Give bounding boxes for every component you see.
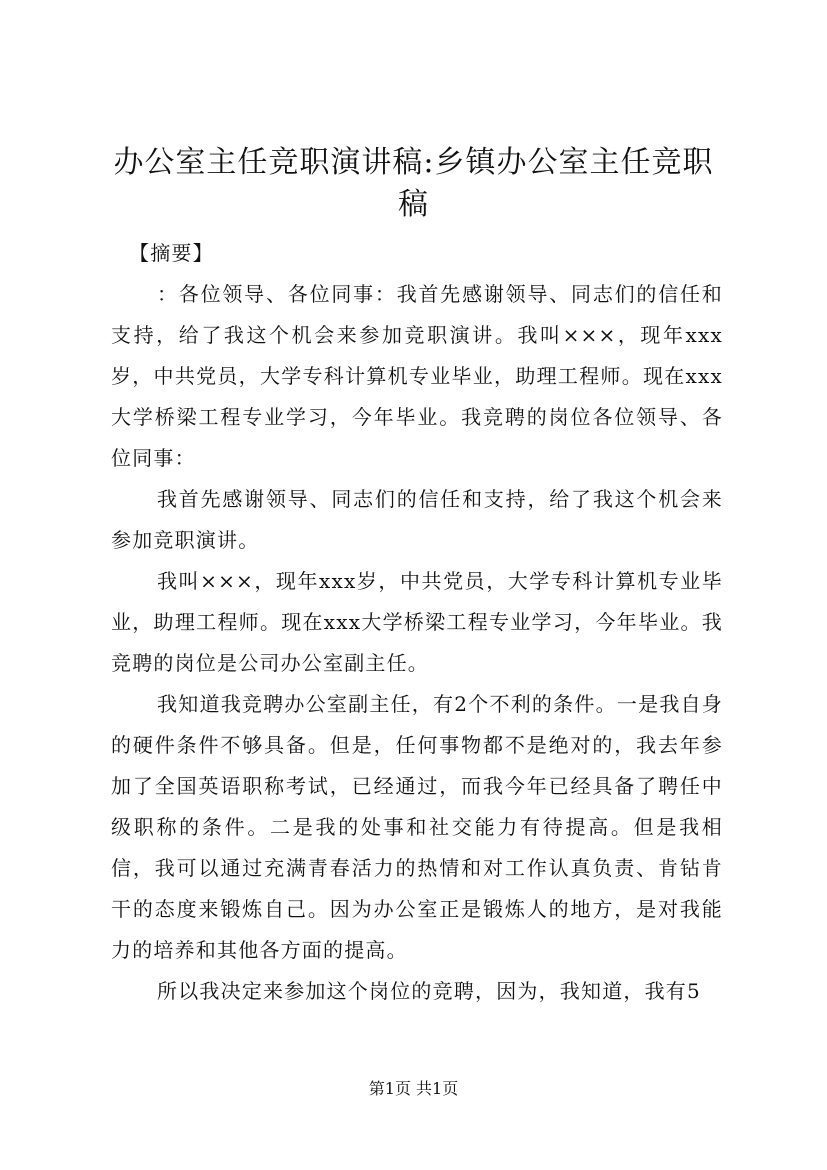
document-title: 办公室主任竞职演讲稿:乡镇办公室主任竞职稿 bbox=[113, 145, 714, 222]
paragraph-2: 我首先感谢领导、同志们的信任和支持，给了我这个机会来参加竞职演讲。 bbox=[111, 487, 723, 552]
abstract-label: 【摘要】 bbox=[129, 241, 214, 265]
page-footer: 第1页 共1页 bbox=[368, 1079, 459, 1098]
paragraph-1: ：各位领导、各位同事：我首先感谢领导、同志们的信任和支持，给了我这个机会来参加竞职演讲。我叫×××，现年xxx岁，中共党员，大学专科计算机专业毕业，助理工程师。现在xxx大学桥梁工程专业学习，今年毕业。我竞聘的岗位各位领导、各位同事： bbox=[111, 282, 723, 470]
paragraph-4: 我知道我竞聘办公室副主任，有2个不利的条件。一是我自身的硬件条件不够具备。但是，任何事物都不是绝对的，我去年参加了全国英语职称考试，已经通过，而我今年已经具备了聘任中级职称的条件。二是我的处事和社交能力有待提高。但是我相信，我可以通过充满青春活力的热情和对工作认真负责、肯钻肯干的态度来锻炼自己。因为办公室正是锻炼人的地方，是对我能力的培养和其他各方面的提高。 bbox=[111, 692, 723, 962]
paragraph-5: 所以我决定来参加这个岗位的竞聘，因为，我知道，我有5 bbox=[157, 979, 701, 1003]
paragraph-3: 我叫×××，现年xxx岁，中共党员，大学专科计算机专业毕业，助理工程师。现在xxx大学桥梁工程专业学习，今年毕业。我竞聘的岗位是公司办公室副主任。 bbox=[111, 569, 723, 675]
document-body bbox=[111, 233, 723, 1012]
